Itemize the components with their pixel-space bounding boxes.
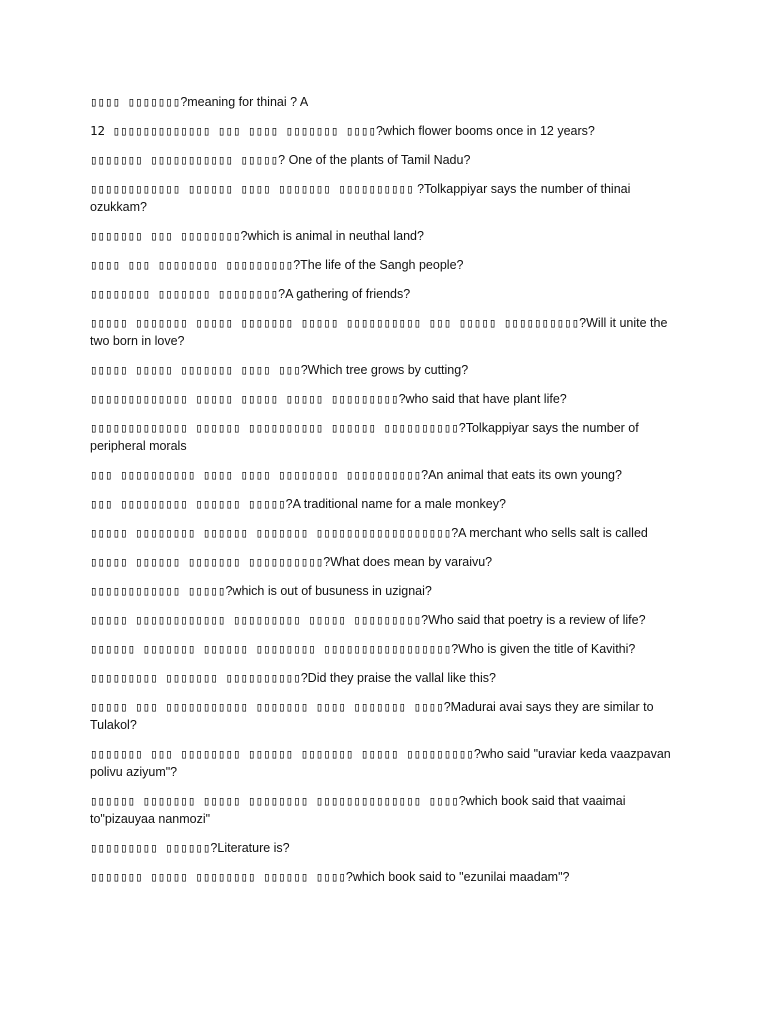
- tamil-text: ▯▯▯▯▯ ▯▯▯▯▯▯ ▯▯▯▯▯▯▯ ▯▯▯▯▯▯▯▯▯▯: [90, 554, 324, 569]
- english-text: ?The life of the Sangh people?: [293, 258, 464, 272]
- tamil-text: ▯▯▯▯▯▯▯ ▯▯▯▯▯ ▯▯▯▯▯▯▯▯ ▯▯▯▯▯▯ ▯▯▯▯: [90, 869, 346, 884]
- english-text: ?meaning for thinai ? A: [180, 95, 309, 109]
- tamil-text: ▯▯▯▯▯▯▯▯▯ ▯▯▯▯▯▯: [90, 840, 211, 855]
- english-text: ?which is out of busuness in uzignai?: [225, 584, 432, 598]
- tamil-text: ▯▯▯▯▯▯▯▯▯▯▯▯ ▯▯▯▯▯: [90, 583, 226, 598]
- english-text: ?A gathering of friends?: [278, 287, 411, 301]
- question-line: [90, 868, 678, 886]
- tamil-text: ▯▯▯▯▯▯▯▯ ▯▯▯▯▯▯▯ ▯▯▯▯▯▯▯▯: [90, 286, 279, 301]
- question-line: [90, 611, 678, 629]
- tamil-text: ▯▯▯▯▯ ▯▯▯ ▯▯▯▯▯▯▯▯▯▯▯ ▯▯▯▯▯▯▯ ▯▯▯▯ ▯▯▯▯▯▯▯ ▯▯▯▯: [90, 699, 444, 714]
- question-line: [90, 553, 678, 571]
- question-line: [90, 227, 678, 245]
- tamil-text: ▯▯▯▯▯▯ ▯▯▯▯▯▯▯ ▯▯▯▯▯▯ ▯▯▯▯▯▯▯▯ ▯▯▯▯▯▯▯▯▯▯▯▯▯▯▯▯▯: [90, 641, 452, 656]
- english-text: ?which is animal in neuthal land?: [240, 229, 424, 243]
- tamil-text: ▯▯▯▯ ▯▯▯▯▯▯▯: [90, 94, 181, 109]
- tamil-text: ▯▯▯▯ ▯▯▯ ▯▯▯▯▯▯▯▯ ▯▯▯▯▯▯▯▯▯: [90, 257, 294, 272]
- tamil-text: ▯▯▯▯▯▯▯▯▯▯▯▯▯ ▯▯▯▯▯ ▯▯▯▯▯ ▯▯▯▯▯ ▯▯▯▯▯▯▯▯▯: [90, 391, 399, 406]
- tamil-text: ▯▯▯▯▯▯▯ ▯▯▯ ▯▯▯▯▯▯▯▯: [90, 228, 241, 243]
- question-line: [90, 669, 678, 687]
- english-text: ?Did they praise the vallal like this?: [300, 671, 496, 685]
- question-line: [90, 792, 678, 828]
- question-line: [90, 419, 678, 455]
- tamil-text: ▯▯▯▯▯▯▯▯▯▯▯▯▯ ▯▯▯▯▯▯ ▯▯▯▯▯▯▯▯▯▯ ▯▯▯▯▯▯ ▯▯▯▯▯▯▯▯▯▯: [90, 420, 459, 435]
- tamil-text: 12 ▯▯▯▯▯▯▯▯▯▯▯▯▯ ▯▯▯ ▯▯▯▯ ▯▯▯▯▯▯▯ ▯▯▯▯: [90, 123, 376, 138]
- english-text: ?which book said that vaaimai to"pizauyaa nanmozi": [90, 794, 626, 826]
- question-line: [90, 495, 678, 513]
- english-text: ?Madurai avai says they are similar to Tulakol?: [90, 700, 654, 732]
- question-line: [90, 390, 678, 408]
- question-line: [90, 582, 678, 600]
- english-text: ?which book said to "ezunilai maadam"?: [345, 870, 570, 884]
- question-line: [90, 256, 678, 274]
- english-text: ?who said "uraviar keda vaazpavan polivu aziyum"?: [90, 747, 671, 779]
- english-text: ?A merchant who sells salt is called: [451, 526, 648, 540]
- english-text: ?Who said that poetry is a review of life?: [421, 613, 646, 627]
- tamil-text: ▯▯▯▯▯▯▯▯▯▯▯▯ ▯▯▯▯▯▯ ▯▯▯▯ ▯▯▯▯▯▯▯ ▯▯▯▯▯▯▯▯▯▯: [90, 181, 414, 196]
- english-text: ?who said that have plant life?: [398, 392, 567, 406]
- tamil-text: ▯▯▯▯▯▯▯ ▯▯▯▯▯▯▯▯▯▯▯ ▯▯▯▯▯: [90, 152, 279, 167]
- english-text: ?Tolkappiyar says the number of peripheral morals: [90, 421, 639, 453]
- english-text: ?Which tree grows by cutting?: [300, 363, 469, 377]
- english-text: ?What does mean by varaivu?: [323, 555, 493, 569]
- tamil-text: ▯▯▯ ▯▯▯▯▯▯▯▯▯ ▯▯▯▯▯▯ ▯▯▯▯▯: [90, 496, 286, 511]
- question-line: [90, 640, 678, 658]
- english-text: ?which flower booms once in 12 years?: [375, 124, 595, 138]
- question-line: [90, 524, 678, 542]
- tamil-text: ▯▯▯▯▯▯▯▯▯ ▯▯▯▯▯▯▯ ▯▯▯▯▯▯▯▯▯▯: [90, 670, 301, 685]
- english-text: ?Will it unite the two born in love?: [90, 316, 668, 348]
- tamil-text: ▯▯▯▯▯▯▯ ▯▯▯ ▯▯▯▯▯▯▯▯ ▯▯▯▯▯▯ ▯▯▯▯▯▯▯ ▯▯▯▯▯ ▯▯▯▯▯▯▯▯▯: [90, 746, 474, 761]
- question-line: [90, 745, 678, 781]
- english-text: ? One of the plants of Tamil Nadu?: [278, 153, 471, 167]
- tamil-text: ▯▯▯▯▯▯ ▯▯▯▯▯▯▯ ▯▯▯▯▯ ▯▯▯▯▯▯▯▯ ▯▯▯▯▯▯▯▯▯▯▯▯▯▯ ▯▯▯▯: [90, 793, 459, 808]
- question-line: [90, 180, 678, 216]
- tamil-text: ▯▯▯ ▯▯▯▯▯▯▯▯▯▯ ▯▯▯▯ ▯▯▯▯ ▯▯▯▯▯▯▯▯ ▯▯▯▯▯▯▯▯▯▯: [90, 467, 422, 482]
- tamil-text: ▯▯▯▯▯ ▯▯▯▯▯▯▯▯ ▯▯▯▯▯▯ ▯▯▯▯▯▯▯ ▯▯▯▯▯▯▯▯▯▯▯▯▯▯▯▯▯▯: [90, 525, 452, 540]
- question-line: [90, 151, 678, 169]
- question-line: [90, 698, 678, 734]
- tamil-text: ▯▯▯▯▯ ▯▯▯▯▯▯▯ ▯▯▯▯▯ ▯▯▯▯▯▯▯ ▯▯▯▯▯ ▯▯▯▯▯▯▯▯▯▯ ▯▯▯ ▯▯▯▯▯ ▯▯▯▯▯▯▯▯▯▯: [90, 315, 580, 330]
- english-text: ?Who is given the title of Kavithi?: [451, 642, 636, 656]
- question-line: [90, 93, 678, 111]
- question-line: [90, 285, 678, 303]
- document-body: [90, 93, 678, 897]
- tamil-text: ▯▯▯▯▯ ▯▯▯▯▯ ▯▯▯▯▯▯▯ ▯▯▯▯ ▯▯▯: [90, 362, 301, 377]
- question-line: [90, 314, 678, 350]
- english-text: ?Tolkappiyar says the number of thinai ozukkam?: [90, 182, 631, 214]
- tamil-text: ▯▯▯▯▯ ▯▯▯▯▯▯▯▯▯▯▯▯ ▯▯▯▯▯▯▯▯▯ ▯▯▯▯▯ ▯▯▯▯▯▯▯▯▯: [90, 612, 422, 627]
- english-text: ?Literature is?: [210, 841, 290, 855]
- english-text: ?A traditional name for a male monkey?: [285, 497, 506, 511]
- question-line: [90, 122, 678, 140]
- question-line: [90, 839, 678, 857]
- question-line: [90, 466, 678, 484]
- question-line: [90, 361, 678, 379]
- english-text: ?An animal that eats its own young?: [421, 468, 622, 482]
